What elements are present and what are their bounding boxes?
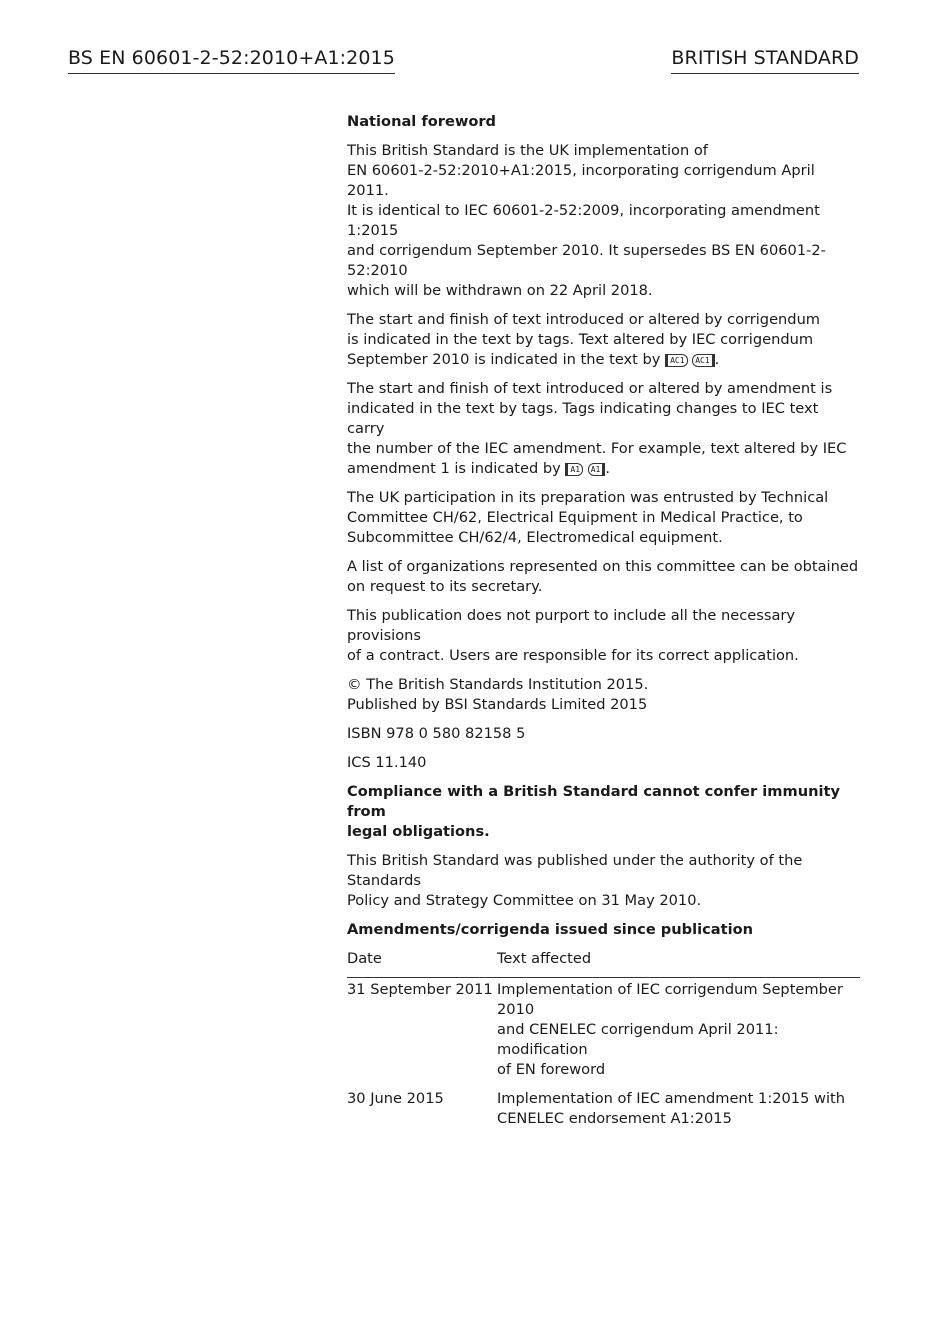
isbn: ISBN 978 0 580 82158 5 [347,725,526,742]
text-line: Committee CH/62, Electrical Equipment in Medical Practice, to [347,509,803,526]
text-line: It is identical to IEC 60601-2-52:2009, incorporating amendment 1:2015 [347,202,820,239]
foreword-title: National foreword [347,113,497,130]
amendment-start-tag-icon: A1 [565,463,583,476]
national-foreword [347,112,860,1138]
authority-statement [347,851,860,911]
text-line: The start and finish of text introduced or altered by corrigendum [347,311,821,328]
text-line: amendment 1 is indicated by [347,460,561,477]
amendments-title: Amendments/corrigenda issued since publication [347,921,753,938]
copyright-line: © The British Standards Institution 2015. [347,676,649,693]
foreword-paragraph-implementation [347,141,860,301]
text-line: This British Standard was published under the authority of the Standards [347,852,803,889]
text-line: which will be withdrawn on 22 April 2018. [347,282,653,299]
foreword-paragraph-amendment: The start and finish of text introduced or altered by amendment is indicated in the text by tags. Tags indicating changes to IEC text carry the number of the IEC amendment. For example, text altered by IEC amendment 1 is indicated by A1 A1 . [347,380,847,477]
text-line: A list of organizations represented on this committee can be obtained [347,558,859,575]
amendment-date: 30 June 2015 [347,1090,444,1107]
amendment-text [497,1089,860,1138]
text-line: EN 60601-2-52:2010+A1:2015, incorporating corrigendum April 2011. [347,162,815,199]
table-row [347,1089,860,1138]
copyright-notice [347,675,860,715]
table-header-row [347,949,860,978]
foreword-paragraph-provisions [347,606,860,666]
foreword-paragraph-corrigendum: The start and finish of text introduced or altered by corrigendum is indicated in the text by tags. Text altered by IEC corrigendum September 2010 is indicated in the text by AC1 AC1 . [347,311,821,368]
text-line: legal obligations. [347,823,490,840]
text-line: Subcommittee CH/62/4, Electromedical equipment. [347,529,723,546]
text-line: Policy and Strategy Committee on 31 May 2010. [347,892,702,909]
foreword-paragraph-participation [347,488,860,548]
text-line: and CENELEC corrigendum April 2011: modification [497,1021,779,1058]
text-line: The start and finish of text introduced or altered by amendment is [347,380,833,397]
text-line: This publication does not purport to include all the necessary provisions [347,607,796,644]
text-line: and corrigendum September 2010. It supersedes BS EN 60601-2-52:2010 [347,242,826,279]
amendment-end-tag-icon: A1 [588,463,606,476]
column-header-date: Date [347,949,497,978]
text-line: of EN foreword [497,1061,606,1078]
corrigendum-end-tag-icon: AC1 [692,354,714,367]
document-code-header: BS EN 60601-2-52:2010+A1:2015 [68,45,395,74]
amendment-date: 31 September 2011 [347,981,493,998]
text-line: The UK participation in its preparation was entrusted by Technical [347,489,829,506]
text-line: This British Standard is the UK implementation of [347,142,708,159]
ics-code: ICS 11.140 [347,754,427,771]
text-line: the number of the IEC amendment. For example, text altered by IEC [347,440,847,457]
text-line: of a contract. Users are responsible for its correct application. [347,647,799,664]
text-line: Implementation of IEC corrigendum September 2010 [497,981,843,1018]
amendments-table [347,949,860,1138]
corrigendum-start-tag-icon: AC1 [665,354,687,367]
standard-type-header: BRITISH STANDARD [671,45,859,74]
text-line: indicated in the text by tags. Tags indicating changes to IEC text carry [347,400,819,437]
text-line: September 2010 is indicated in the text by [347,351,661,368]
text-line: is indicated in the text by tags. Text altered by IEC corrigendum [347,331,814,348]
text-line: CENELEC endorsement A1:2015 [497,1110,732,1127]
publisher-line: Published by BSI Standards Limited 2015 [347,696,648,713]
foreword-paragraph-committee-list [347,557,860,597]
text-line: Implementation of IEC amendment 1:2015 with [497,1090,845,1107]
table-row [347,978,860,1090]
text-line: Compliance with a British Standard cannot confer immunity from [347,783,840,820]
amendment-text [497,978,860,1090]
compliance-statement [347,782,860,842]
column-header-text-affected: Text affected [497,949,860,978]
text-line: on request to its secretary. [347,578,543,595]
